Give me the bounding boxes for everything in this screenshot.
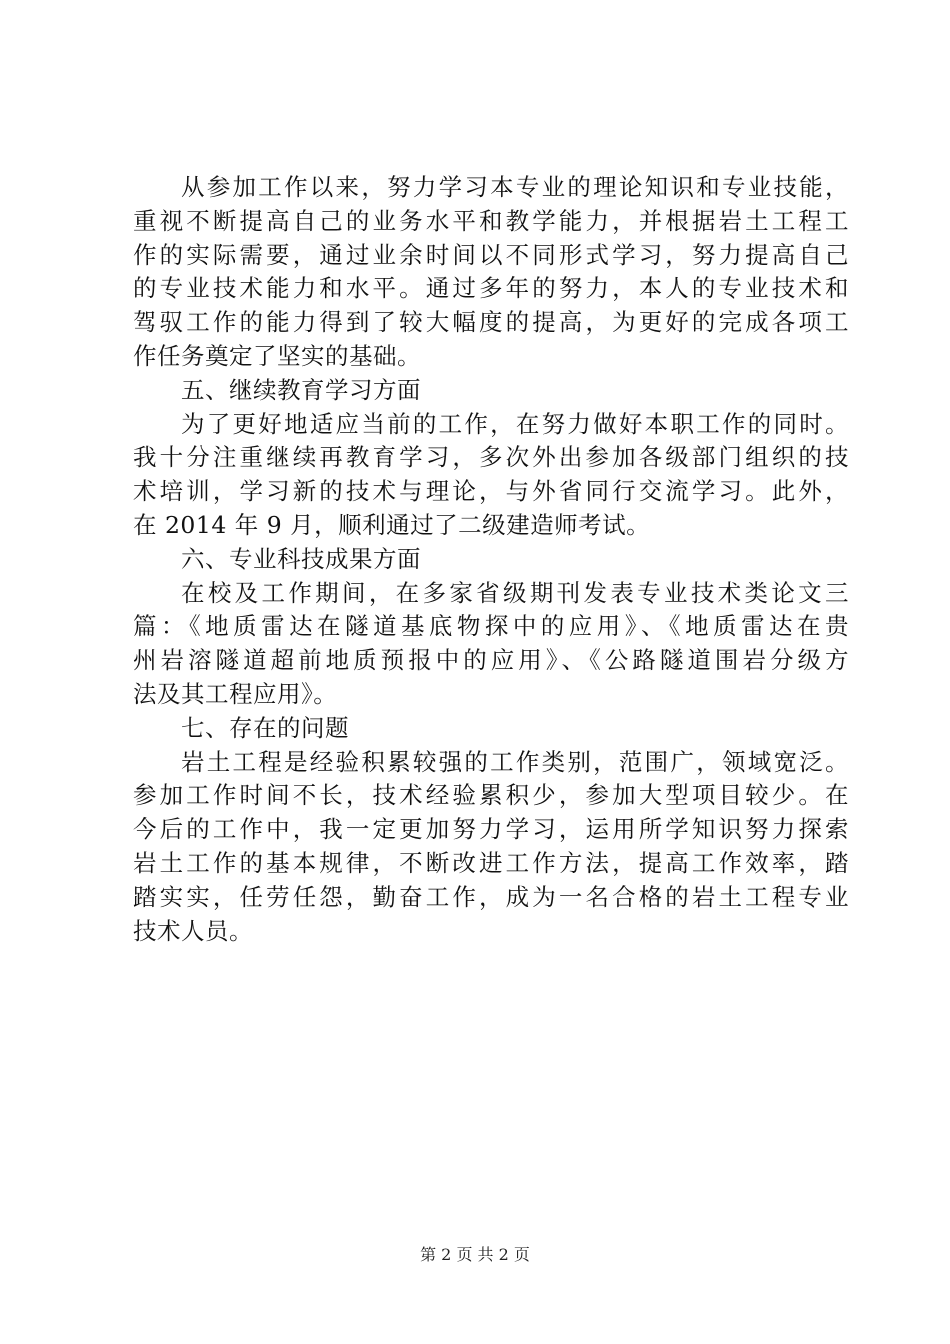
text-line: 在校及工作期间，在多家省级期刊发表专业技术类论文三	[181, 578, 849, 607]
page-footer	[0, 1244, 950, 1266]
text-line: 在 2014 年 9 月，顺利通过了二级建造师考试。	[133, 510, 651, 539]
text-line: 从参加工作以来，努力学习本专业的理论知识和专业技能，	[181, 173, 849, 201]
text-line: 州岩溶隧道超前地质预报中的应用》、《公路隧道围岩分级方	[133, 646, 849, 675]
text-line: 今后的工作中，我一定更加努力学习，运用所学知识努力探索	[133, 815, 849, 844]
text-line: 技术人员。	[133, 916, 253, 945]
text-line: 六、专业科技成果方面	[181, 544, 421, 573]
text-line: 法及其工程应用》。	[133, 679, 338, 708]
text-line: 术培训，学习新的技术与理论，与外省同行交流学习。此外，	[133, 477, 849, 506]
text-line: 驾驭工作的能力得到了较大幅度的提高，为更好的完成各项工	[133, 308, 849, 337]
text-line: 岩土工程是经验积累较强的工作类别，范围广，领域宽泛。	[181, 747, 849, 776]
text-line: 重视不断提高自己的业务水平和教学能力，并根据岩土工程工	[133, 206, 849, 235]
text-line: 参加工作时间不长，技术经验累积少，参加大型项目较少。在	[133, 781, 849, 810]
text-line: 的专业技术能力和水平。通过多年的努力，本人的专业技术和	[133, 274, 849, 303]
text-line: 五、继续教育学习方面	[181, 375, 421, 404]
document-body	[133, 171, 849, 948]
text-line: 作的实际需要，通过业余时间以不同形式学习，努力提高自己	[133, 240, 849, 269]
text-line: 为了更好地适应当前的工作，在努力做好本职工作的同时。	[181, 409, 849, 438]
text-line: 篇：《地质雷达在隧道基底物探中的应用》、《地质雷达在贵	[133, 612, 849, 641]
text-line: 我十分注重继续再教育学习，多次外出参加各级部门组织的技	[133, 443, 849, 472]
text-line: 踏实实，任劳任怨，勤奋工作，成为一名合格的岩土工程专业	[133, 882, 849, 911]
page-number-label: 第 2 页 共 2 页	[420, 1245, 530, 1264]
text-line: 作任务奠定了坚实的基础。	[133, 341, 421, 370]
text-line: 岩土工作的基本规律，不断改进工作方法，提高工作效率，踏	[133, 848, 849, 877]
text-line: 七、存在的问题	[181, 713, 349, 742]
